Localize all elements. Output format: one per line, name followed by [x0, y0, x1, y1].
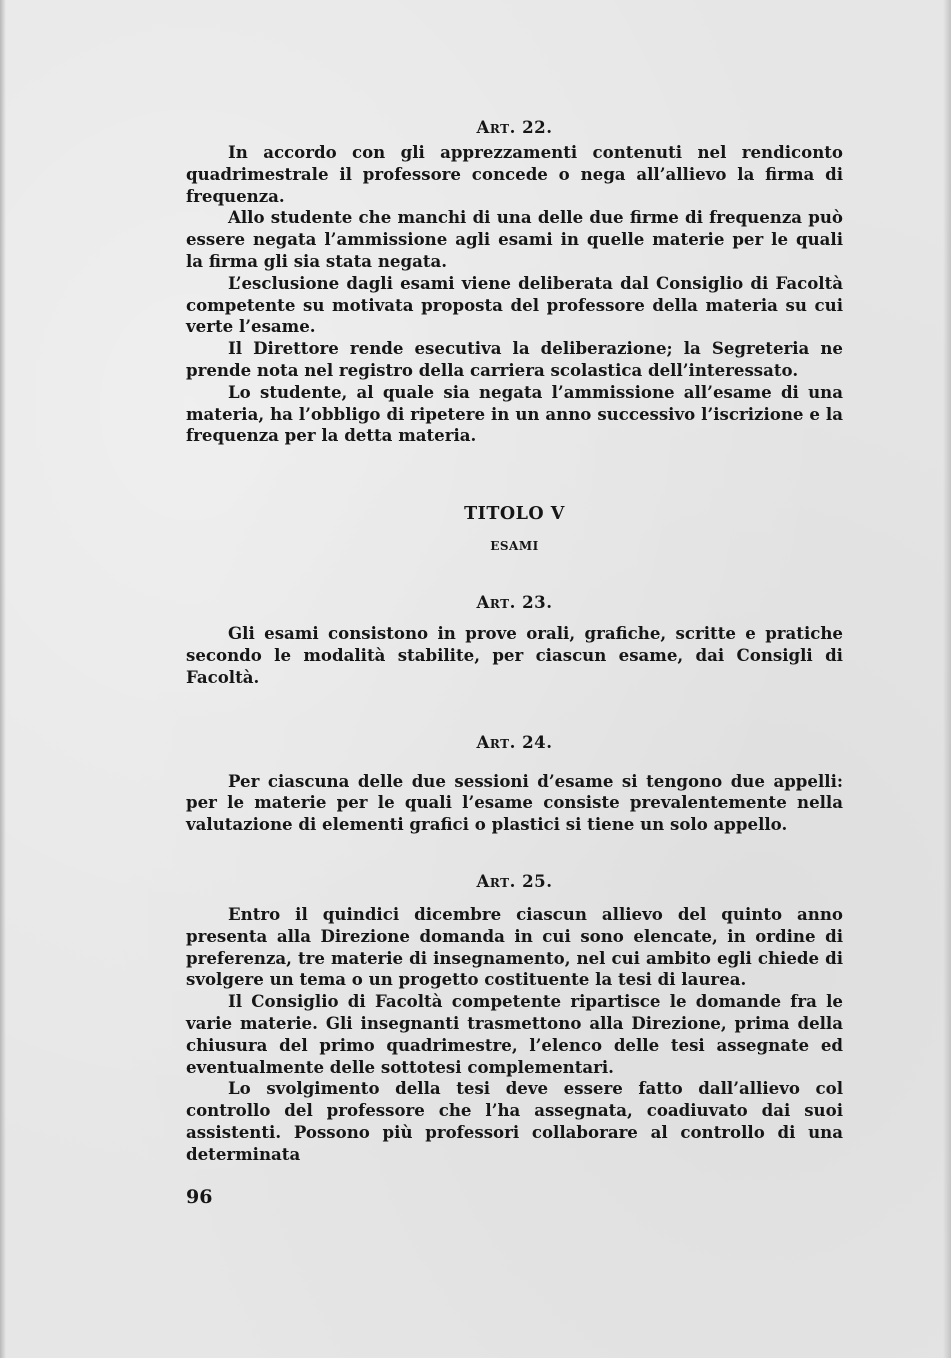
spacer	[186, 836, 843, 866]
article-24-heading-text: Art. 24.	[476, 731, 553, 752]
spacer	[186, 557, 843, 587]
spacer	[186, 757, 843, 771]
article-22-paragraph-4: Il Direttore rende esecutiva la deliberazione; la Segreteria ne prende nota nel registro della carriera scolastica dell’interessato.	[186, 338, 843, 380]
page-edge-shadow-left	[0, 0, 6, 1358]
article-22-paragraph-2: Allo studente che manchi di una delle due firme di frequenza può essere negata l’ammissione agli esami in quelle materie per le quali la firma gli sia stata negata.	[186, 207, 843, 271]
article-23-paragraph-1: Gli esami consistono in prove orali, grafiche, scritte e pratiche secondo le modalità stabilite, per ciascun esame, dai Consigli di Facoltà.	[186, 623, 843, 687]
article-24-paragraph-1: Per ciascuna delle due sessioni d’esame si tengono due appelli: per le materie per le quali l’esame consiste prevalentemente nella valutazione di elementi grafici o plastici si tiene un solo appello.	[186, 770, 843, 835]
article-25-heading	[186, 866, 843, 896]
spacer	[186, 896, 843, 904]
article-22-paragraph-3: L’esclusione dagli esami viene deliberata dal Consiglio di Facoltà competente su motivata proposta del professore della materia su cui verte l’esame.	[186, 272, 843, 337]
article-25-heading-text: Art. 25.	[476, 870, 553, 891]
article-22-heading	[186, 112, 843, 142]
article-25-paragraph-1: Entro il quindici dicembre ciascun allievo del quinto anno presenta alla Direzione domanda in cui sono elencate, in ordine di preferenza, tre materie di insegnamento, nel cui ambito egli chiede di svolgere un tema o un progetto costituente la tesi di laurea.	[186, 903, 843, 990]
spacer	[186, 689, 843, 727]
article-23-heading-text: Art. 23.	[476, 592, 553, 613]
article-22-paragraph-5: Lo studente, al quale sia negata l’ammissione all’esame di una materia, ha l’obbligo di ripetere in un anno successivo l’iscrizione e la frequenza per la detta materia.	[186, 381, 843, 446]
spacer	[186, 447, 843, 499]
article-22-paragraph-1: In accordo con gli apprezzamenti contenuti nel rendiconto quadrimestrale il professore concede o nega all’allievo la firma di frequenza.	[186, 142, 843, 206]
page-number: 96	[186, 1186, 213, 1208]
article-25-paragraph-3: Lo svolgimento della tesi deve essere fatto dall’allievo col controllo del professore che l’ha assegnata, coadiuvato dai suoi assistenti. Possono più professori collaborare al controllo di una determinata	[186, 1078, 843, 1164]
page-edge-shadow-right	[943, 0, 951, 1358]
page-body	[186, 112, 843, 1166]
article-25-paragraph-2: Il Consiglio di Facoltà competente ripartisce le domande fra le varie materie. Gli insegnanti trasmettono alla Direzione, prima della chiusura del primo quadrimestre, l’elenco delle tesi assegnate ed eventualmente delle sottotesi complementari.	[186, 991, 843, 1077]
article-24-heading	[186, 727, 843, 757]
title-heading: TITOLO V	[464, 504, 565, 525]
article-22-heading-text: Art. 22.	[476, 117, 553, 137]
subtitle-heading: ESAMI	[490, 539, 539, 554]
article-23-heading	[186, 587, 843, 617]
